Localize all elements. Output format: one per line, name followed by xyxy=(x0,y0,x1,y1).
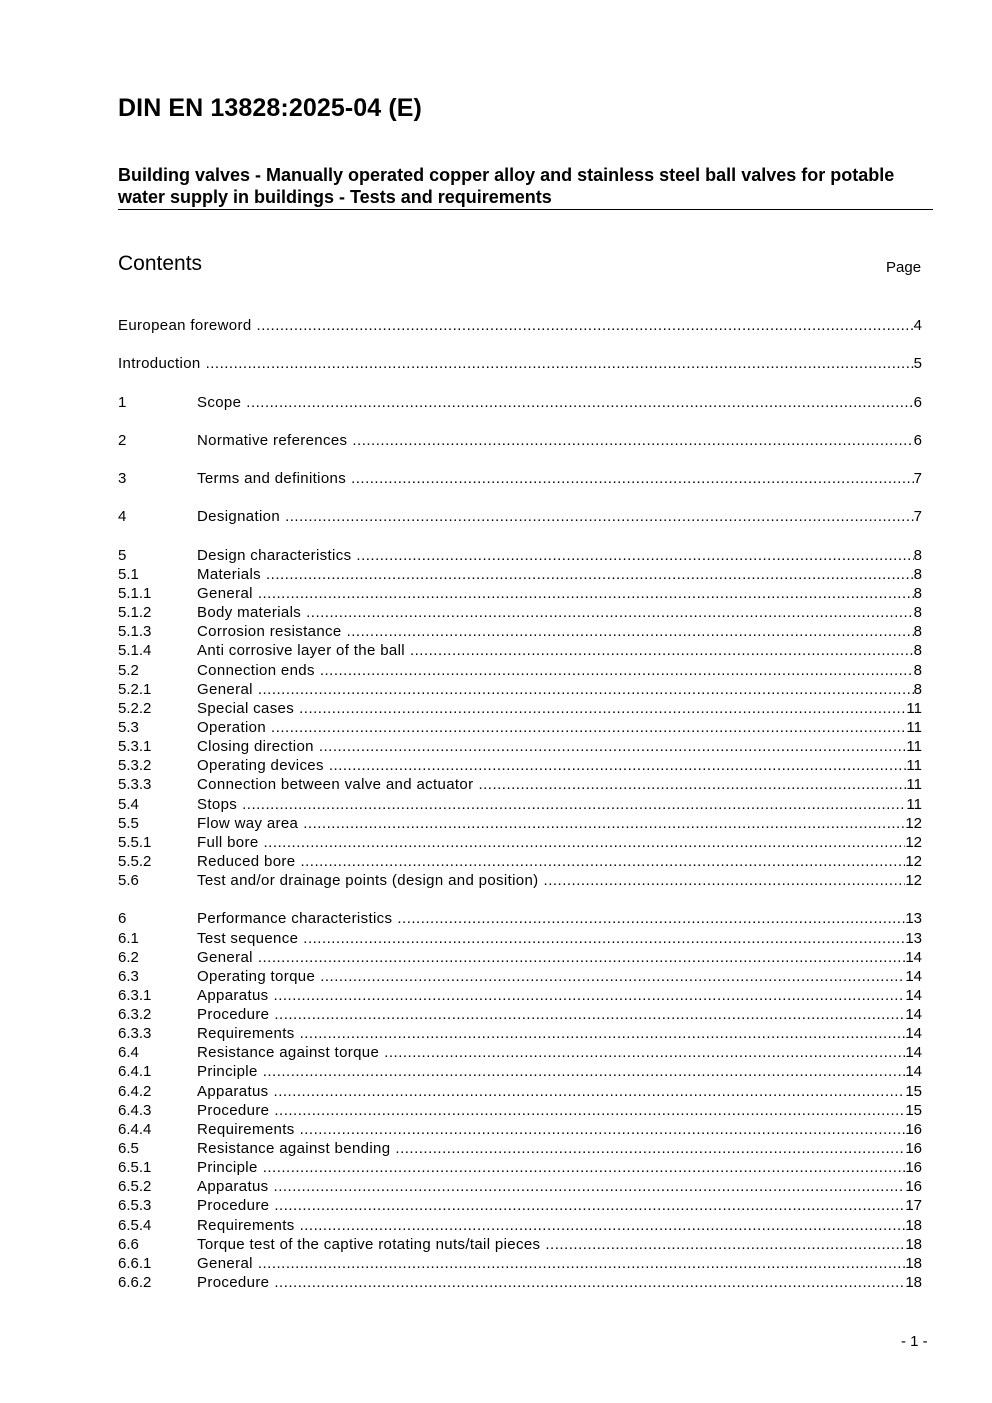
toc-entry[interactable] xyxy=(118,1120,922,1139)
toc-leader-dots xyxy=(206,354,914,373)
toc-entry-page: 16 xyxy=(905,1120,922,1138)
toc-entry[interactable] xyxy=(118,1216,922,1235)
toc-leader-dots xyxy=(274,1273,905,1292)
toc-entry-number: 5.5.2 xyxy=(118,852,152,870)
contents-heading: Contents xyxy=(118,252,203,275)
table-of-contents xyxy=(118,316,922,1292)
toc-leader-dots xyxy=(266,565,914,584)
toc-leader-dots xyxy=(306,603,914,622)
toc-entry-number: 5.4 xyxy=(118,795,139,813)
toc-entry[interactable] xyxy=(118,1101,922,1120)
toc-entry-page: 12 xyxy=(905,852,922,870)
toc-entry-page: 14 xyxy=(905,986,922,1004)
toc-entry-page: 14 xyxy=(905,967,922,985)
toc-entry-label: General xyxy=(197,680,253,698)
toc-entry[interactable] xyxy=(118,1139,922,1158)
toc-leader-dots xyxy=(263,1062,906,1081)
toc-entry-label: Principle xyxy=(197,1159,258,1177)
toc-entry-page: 11 xyxy=(906,776,922,794)
toc-entry-label: General xyxy=(197,584,253,602)
toc-entry[interactable] xyxy=(118,1235,922,1254)
toc-leader-dots xyxy=(397,909,905,928)
toc-entry-page: 13 xyxy=(905,929,922,947)
toc-entry-number: 6.4 xyxy=(118,1044,139,1062)
toc-entry[interactable] xyxy=(118,622,922,641)
toc-entry-number: 6.1 xyxy=(118,929,139,947)
toc-entry-number: 5.1 xyxy=(118,565,139,583)
toc-entry-label: Procedure xyxy=(197,1274,270,1292)
toc-entry-label: Connection ends xyxy=(197,661,315,679)
toc-leader-dots xyxy=(258,680,914,699)
toc-entry-label: Procedure xyxy=(197,1197,270,1215)
toc-entry-page: 13 xyxy=(905,910,922,928)
toc-entry[interactable] xyxy=(118,603,922,622)
toc-entry-number: 6.5 xyxy=(118,1140,139,1158)
toc-entry-page: 6 xyxy=(913,431,922,449)
toc-leader-dots xyxy=(347,622,914,641)
toc-leader-dots xyxy=(299,699,906,718)
toc-entry-page: 16 xyxy=(905,1140,922,1158)
toc-entry-label: Torque test of the captive rotating nuts/tail pieces xyxy=(197,1235,541,1253)
toc-entry-label: Procedure xyxy=(197,1101,270,1119)
toc-leader-dots xyxy=(410,641,914,660)
toc-entry-page: 8 xyxy=(913,584,922,602)
toc-entry[interactable] xyxy=(118,393,922,412)
toc-entry-label: Test and/or drainage points (design and position) xyxy=(197,872,539,890)
toc-entry[interactable] xyxy=(118,565,922,584)
toc-entry-number: 5.1.3 xyxy=(118,623,152,641)
toc-entry-page: 17 xyxy=(905,1197,922,1215)
toc-entry[interactable] xyxy=(118,737,922,756)
toc-entry-page: 18 xyxy=(905,1274,922,1292)
toc-entry-label: Performance characteristics xyxy=(197,910,393,928)
toc-entry-number: 6.4.3 xyxy=(118,1101,152,1119)
document-id: DIN EN 13828:2025-04 (E) xyxy=(118,94,422,122)
toc-entry[interactable] xyxy=(118,316,922,335)
toc-entry[interactable] xyxy=(118,1177,922,1196)
toc-entry[interactable] xyxy=(118,833,922,852)
toc-entry-page: 4 xyxy=(913,317,922,334)
toc-entry[interactable] xyxy=(118,469,922,488)
toc-leader-dots xyxy=(300,1216,906,1235)
toc-leader-dots xyxy=(395,1139,905,1158)
toc-entry-page: 11 xyxy=(906,699,922,717)
toc-leader-dots xyxy=(258,584,914,603)
toc-leader-dots xyxy=(274,1082,906,1101)
toc-entry[interactable] xyxy=(118,909,922,928)
toc-entry-label: Test sequence xyxy=(197,929,299,947)
toc-entry-number: 6.3.3 xyxy=(118,1025,152,1043)
toc-entry-label: Apparatus xyxy=(197,1082,269,1100)
toc-leader-dots xyxy=(320,967,905,986)
toc-entry-page: 16 xyxy=(905,1178,922,1196)
toc-entry-number: 5.2.2 xyxy=(118,699,152,717)
toc-entry-label: Apparatus xyxy=(197,986,269,1004)
toc-entry-label: Special cases xyxy=(197,699,295,717)
toc-leader-dots xyxy=(285,507,914,526)
toc-entry[interactable] xyxy=(118,795,922,814)
toc-entry-number: 5.6 xyxy=(118,872,139,890)
toc-entry[interactable] xyxy=(118,584,922,603)
toc-entry-page: 12 xyxy=(905,833,922,851)
toc-entry-label: Designation xyxy=(197,508,281,526)
toc-leader-dots xyxy=(274,1005,905,1024)
toc-entry[interactable] xyxy=(118,718,922,737)
toc-entry-number: 6.6.2 xyxy=(118,1274,152,1292)
toc-leader-dots xyxy=(303,929,905,948)
toc-entry-page: 18 xyxy=(905,1216,922,1234)
toc-leader-dots xyxy=(545,1235,905,1254)
toc-entry[interactable] xyxy=(118,661,922,680)
toc-entry-label: Operating devices xyxy=(197,757,324,775)
toc-entry-page: 8 xyxy=(913,680,922,698)
toc-entry-label: Anti corrosive layer of the ball xyxy=(197,642,405,660)
toc-entry[interactable] xyxy=(118,1005,922,1024)
toc-entry[interactable] xyxy=(118,641,922,660)
toc-leader-dots xyxy=(300,1024,906,1043)
toc-entry-number: 2 xyxy=(118,431,127,449)
toc-entry-page: 12 xyxy=(905,814,922,832)
toc-entry[interactable] xyxy=(118,1196,922,1215)
toc-entry-page: 8 xyxy=(913,642,922,660)
toc-entry-label: Introduction xyxy=(118,355,201,373)
toc-leader-dots xyxy=(246,393,913,412)
toc-entry-number: 5.2 xyxy=(118,661,139,679)
toc-entry-page: 8 xyxy=(913,661,922,679)
toc-entry[interactable] xyxy=(118,354,922,373)
toc-leader-dots xyxy=(274,986,906,1005)
toc-entry[interactable] xyxy=(118,546,922,565)
toc-entry-number: 6.4.4 xyxy=(118,1120,152,1138)
toc-entry-label: Flow way area xyxy=(197,814,299,832)
toc-entry-number: 6.4.1 xyxy=(118,1063,152,1081)
toc-entry-number: 6.6.1 xyxy=(118,1254,152,1272)
toc-entry-label: General xyxy=(197,1254,253,1272)
toc-entry-page: 8 xyxy=(913,546,922,564)
toc-entry-number: 6.5.4 xyxy=(118,1216,152,1234)
toc-entry-number: 6.2 xyxy=(118,948,139,966)
toc-leader-dots xyxy=(544,871,906,890)
toc-entry[interactable] xyxy=(118,1024,922,1043)
toc-entry-page: 14 xyxy=(905,1025,922,1043)
toc-entry-label: Requirements xyxy=(197,1216,295,1234)
toc-leader-dots xyxy=(384,1043,905,1062)
toc-leader-dots xyxy=(300,1120,906,1139)
toc-entry-label: Scope xyxy=(197,393,242,411)
toc-entry[interactable] xyxy=(118,680,922,699)
toc-entry-label: Full bore xyxy=(197,833,259,851)
toc-entry-label: Connection between valve and actuator xyxy=(197,776,474,794)
toc-entry[interactable] xyxy=(118,1062,922,1081)
toc-entry-number: 6.5.1 xyxy=(118,1159,152,1177)
toc-leader-dots xyxy=(356,546,913,565)
toc-entry-page: 11 xyxy=(906,757,922,775)
toc-leader-dots xyxy=(319,737,907,756)
toc-entry[interactable] xyxy=(118,852,922,871)
toc-entry-number: 3 xyxy=(118,470,127,488)
toc-entry-number: 6.4.2 xyxy=(118,1082,152,1100)
toc-entry[interactable] xyxy=(118,1082,922,1101)
toc-entry-number: 6.5.2 xyxy=(118,1178,152,1196)
toc-entry-label: Principle xyxy=(197,1063,258,1081)
toc-entry-page: 6 xyxy=(913,393,922,411)
toc-leader-dots xyxy=(242,795,906,814)
toc-entry-number: 6.3.2 xyxy=(118,1006,152,1024)
toc-entry-number: 5.3 xyxy=(118,718,139,736)
toc-entry[interactable] xyxy=(118,948,922,967)
toc-entry-label: Operating torque xyxy=(197,967,316,985)
toc-entry-page: 15 xyxy=(905,1101,922,1119)
toc-entry-page: 16 xyxy=(905,1159,922,1177)
toc-leader-dots xyxy=(300,852,905,871)
toc-entry-label: Resistance against bending xyxy=(197,1140,391,1158)
toc-entry-number: 6.5.3 xyxy=(118,1197,152,1215)
toc-entry-page: 14 xyxy=(905,1044,922,1062)
toc-entry-page: 14 xyxy=(905,948,922,966)
toc-entry-label: Operation xyxy=(197,718,267,736)
toc-leader-dots xyxy=(258,1254,905,1273)
toc-entry-page: 11 xyxy=(906,718,922,736)
toc-entry-label: Closing direction xyxy=(197,738,314,756)
toc-entry-number: 6 xyxy=(118,910,127,928)
toc-entry[interactable] xyxy=(118,1158,922,1177)
toc-entry-label: European foreword xyxy=(118,317,252,334)
toc-leader-dots xyxy=(303,814,905,833)
toc-entry[interactable] xyxy=(118,986,922,1005)
toc-entry[interactable] xyxy=(118,871,922,890)
toc-entry[interactable] xyxy=(118,1043,922,1062)
toc-entry-page: 11 xyxy=(906,738,922,756)
toc-entry-page: 7 xyxy=(913,508,922,526)
toc-entry[interactable] xyxy=(118,929,922,948)
toc-entry-page: 12 xyxy=(905,872,922,890)
toc-entry-number: 5 xyxy=(118,546,127,564)
toc-entry-page: 14 xyxy=(905,1006,922,1024)
toc-entry-label: Resistance against torque xyxy=(197,1044,380,1062)
toc-entry-page: 11 xyxy=(906,795,922,813)
toc-entry-page: 7 xyxy=(913,470,922,488)
toc-entry-number: 6.3.1 xyxy=(118,986,152,1004)
toc-entry-number: 5.1.4 xyxy=(118,642,152,660)
toc-entry-page: 18 xyxy=(905,1254,922,1272)
toc-entry-label: General xyxy=(197,948,253,966)
toc-entry-page: 8 xyxy=(913,623,922,641)
toc-entry-label: Apparatus xyxy=(197,1178,269,1196)
toc-entry-number: 5.3.1 xyxy=(118,738,152,756)
page-column-heading: Page xyxy=(886,259,922,276)
toc-entry-label: Design characteristics xyxy=(197,546,352,564)
toc-entry-label: Materials xyxy=(197,565,261,583)
toc-entry-label: Stops xyxy=(197,795,238,813)
toc-entry-number: 5.5.1 xyxy=(118,833,152,851)
toc-entry-label: Requirements xyxy=(197,1120,295,1138)
toc-leader-dots xyxy=(351,469,914,488)
toc-entry-label: Corrosion resistance xyxy=(197,623,342,641)
page-number: - 1 - xyxy=(901,1333,928,1350)
toc-entry-number: 5.5 xyxy=(118,814,139,832)
toc-leader-dots xyxy=(320,661,914,680)
toc-entry-number: 5.3.2 xyxy=(118,757,152,775)
toc-entry-label: Terms and definitions xyxy=(197,470,347,488)
toc-entry[interactable] xyxy=(118,699,922,718)
toc-entry[interactable] xyxy=(118,1254,922,1273)
toc-entry[interactable] xyxy=(118,967,922,986)
document-title: Building valves - Manually operated copper alloy and stainless steel ball valves for potable water supply in buildings - Tests and requirements xyxy=(118,164,933,210)
toc-entry-label: Reduced bore xyxy=(197,852,296,870)
toc-entry-number: 1 xyxy=(118,393,127,411)
toc-entry-number: 5.1.2 xyxy=(118,604,152,622)
toc-entry-page: 14 xyxy=(905,1063,922,1081)
toc-entry-page: 15 xyxy=(905,1082,922,1100)
toc-entry-label: Body materials xyxy=(197,604,302,622)
toc-entry-label: Procedure xyxy=(197,1006,270,1024)
toc-leader-dots xyxy=(352,431,913,450)
toc-entry-number: 6.3 xyxy=(118,967,139,985)
toc-entry-page: 5 xyxy=(913,355,922,373)
toc-leader-dots xyxy=(478,775,906,794)
toc-entry-number: 4 xyxy=(118,508,127,526)
toc-leader-dots xyxy=(263,1158,906,1177)
toc-leader-dots xyxy=(271,718,906,737)
toc-entry-number: 5.3.3 xyxy=(118,776,152,794)
toc-entry[interactable] xyxy=(118,756,922,775)
toc-leader-dots xyxy=(329,756,907,775)
toc-entry-page: 18 xyxy=(905,1235,922,1253)
toc-entry-label: Requirements xyxy=(197,1025,295,1043)
toc-entry[interactable] xyxy=(118,775,922,794)
toc-leader-dots xyxy=(274,1196,905,1215)
toc-entry-number: 5.1.1 xyxy=(118,584,152,602)
toc-entry-page: 8 xyxy=(913,604,922,622)
toc-entry[interactable] xyxy=(118,1273,922,1292)
toc-entry[interactable] xyxy=(118,814,922,833)
toc-leader-dots xyxy=(264,833,906,852)
toc-leader-dots xyxy=(274,1177,906,1196)
toc-entry[interactable] xyxy=(118,507,922,526)
toc-entry-number: 6.6 xyxy=(118,1235,139,1253)
toc-entry-number: 5.2.1 xyxy=(118,680,152,698)
toc-leader-dots xyxy=(274,1101,905,1120)
toc-leader-dots xyxy=(258,948,905,967)
toc-entry-label: Normative references xyxy=(197,431,348,449)
toc-leader-dots xyxy=(257,316,914,335)
toc-entry[interactable] xyxy=(118,431,922,450)
toc-entry-page: 8 xyxy=(913,565,922,583)
